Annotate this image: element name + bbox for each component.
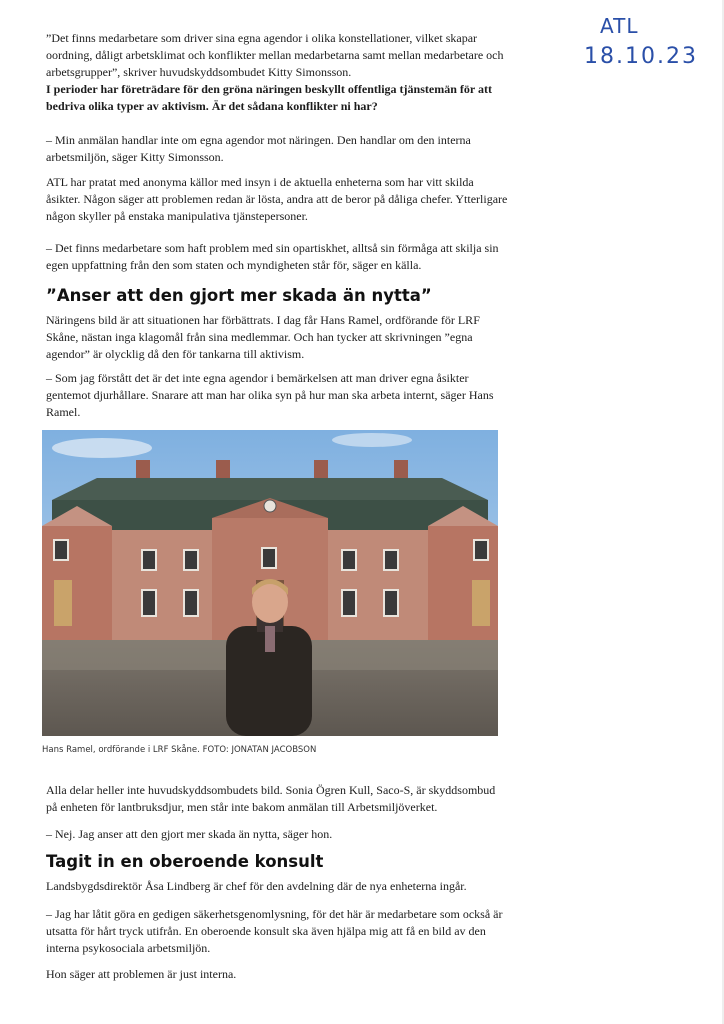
paragraph-text: Alla delar heller inte huvudskyddsombudets bild. Sonia Ögren Kull, Saco-S, är skyddsombud på enheten för lantbruksdjur, men står inte bakom anmälan till Arbetsmiljöverket. [46, 783, 496, 814]
photo-caption: Hans Ramel, ordförande i LRF Skåne. FOTO: JONATAN JACOBSON [42, 745, 317, 755]
body-paragraph-6 [46, 782, 508, 816]
body-paragraph-2 [46, 174, 508, 225]
interview-question: I perioder har företrädare för den gröna näringen beskyllt offentliga tjänstemän för att bedriva olika typer av aktivism. Är det sådana konflikter ni har? [46, 82, 492, 113]
article-photo [42, 430, 498, 736]
paragraph-text: – Nej. Jag anser att den gjort mer skada än nytta, säger hon. [46, 827, 333, 841]
paragraph-text: Näringens bild är att situationen har förbättrats. I dag får Hans Ramel, ordförande för LRF Skåne, nästan inga klagomål från sina medlemmar. Och han tycker att skrivningen ”egna agendor” är olycklig då den för tankarna till aktivism. [46, 313, 480, 361]
handwritten-date-note: 18.10.23 [584, 44, 698, 69]
handwritten-source-note: ATL [600, 14, 639, 38]
manor-house-photo-illustration [42, 430, 498, 736]
paragraph-text: – Min anmälan handlar inte om egna agendor mot näringen. Den handlar om den interna arbetsmiljön, säger Kitty Simonsson. [46, 133, 471, 164]
body-paragraph-10 [46, 966, 508, 983]
body-paragraph-1 [46, 132, 508, 166]
body-paragraph-3 [46, 240, 508, 274]
body-paragraph-7 [46, 826, 508, 843]
paragraph-text: ATL har pratat med anonyma källor med insyn i de aktuella enheterna som har vitt skilda åsikter. Någon säger att problemen redan är lösta, andra att de beror på dåliga chefer. Ytterligare någon skyller på enstaka manipulativa tjänstepersoner. [46, 175, 508, 223]
paragraph-text: Hon säger att problemen är just interna. [46, 967, 237, 981]
intro-quote-paragraph: ”Det finns medarbetare som driver sina egna agendor i olika konstellationer, vilket skapar oordning, dåligt arbetsklimat och konflikter mellan medarbetarna samt mellan medarbetare och arbetsgrupper”, skriver huvudskyddsombudet Kitty Simonsson. [46, 31, 504, 79]
paragraph-text: – Som jag förstått det är det inte egna agendor i bemärkelsen att man driver egna åsikter gentemot djurhållare. Snarare att man har olika syn på hur man ska arbeta internt, säger Hans Ramel. [46, 371, 494, 419]
body-paragraph-9 [46, 906, 508, 957]
paragraph-text: Landsbygdsdirektör Åsa Lindberg är chef för den avdelning där de nya enheterna ingår. [46, 879, 467, 893]
section-heading-1: ”Anser att den gjort mer skada än nytta” [46, 286, 432, 305]
intro-block [46, 30, 508, 115]
body-paragraph-5 [46, 370, 508, 421]
body-paragraph-4 [46, 312, 508, 363]
paragraph-text: – Det finns medarbetare som haft problem med sin opartiskhet, alltså sin förmåga att skilja sin egen uppfattning från den som staten och myndigheten står för, säger en källa. [46, 241, 499, 272]
paragraph-text: – Jag har låtit göra en gedigen säkerhetsgenomlysning, för det här är medarbetare som också är utsatta för hårt tryck utifrån. En oberoende konsult ska även hjälpa mig att få en bild av den interna psykosociala arbetsmiljön. [46, 907, 503, 955]
section-heading-2: Tagit in en oberoende konsult [46, 852, 324, 871]
body-paragraph-8 [46, 878, 508, 895]
